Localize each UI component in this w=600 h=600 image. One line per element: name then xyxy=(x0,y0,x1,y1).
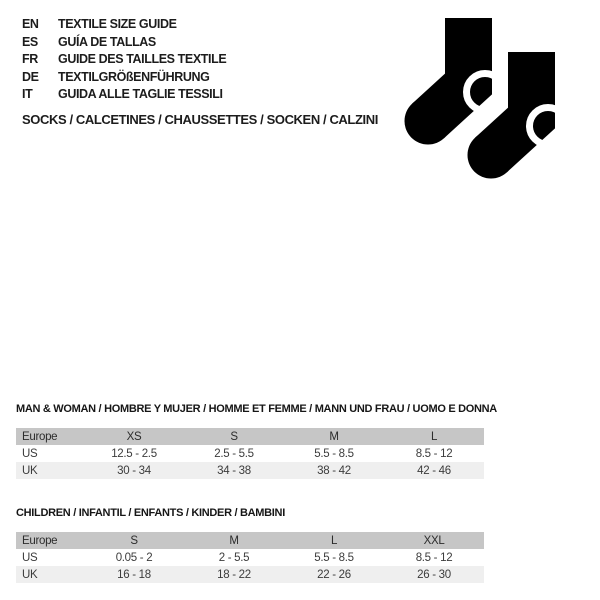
table-title-children: CHILDREN / INFANTIL / ENFANTS / KINDER / BAMBINI xyxy=(16,507,285,519)
size-cell: 42 - 46 xyxy=(384,462,484,479)
size-cell: 5.5 - 8.5 xyxy=(314,551,354,564)
size-cell: 26 - 30 xyxy=(384,566,484,583)
table-man-woman xyxy=(16,428,484,479)
size-cell: 16 - 18 xyxy=(84,566,184,583)
sock-front-toe xyxy=(468,132,515,179)
sock-back-toe xyxy=(405,98,452,145)
column-header: M xyxy=(284,428,384,445)
column-header: L xyxy=(384,428,484,445)
region-label: UK xyxy=(16,566,84,583)
column-header: M xyxy=(184,532,284,549)
language-code: EN xyxy=(22,17,39,31)
size-cell: 5.5 - 8.5 xyxy=(314,447,354,460)
column-header: Europe xyxy=(16,532,84,549)
table-children xyxy=(16,532,484,583)
size-cell: 12.5 - 2.5 xyxy=(111,447,157,460)
language-label: GUIDA ALLE TAGLIE TESSILI xyxy=(58,87,223,101)
column-header: XS xyxy=(84,428,184,445)
language-label: GUÍA DE TALLAS xyxy=(58,34,156,49)
size-tables xyxy=(16,403,497,583)
language-row xyxy=(22,69,378,87)
language-label: GUIDE DES TAILLES TEXTILE xyxy=(58,52,227,66)
column-header: L xyxy=(284,532,384,549)
size-cell: 8.5 - 12 xyxy=(415,551,453,564)
region-label: US xyxy=(22,551,38,564)
table-title-man-woman: MAN & WOMAN / HOMBRE Y MUJER / HOMME ET FEMME / MANN UND FRAU / UOMO E DONNA xyxy=(16,403,497,415)
size-cell: 2.5 - 5.5 xyxy=(214,447,254,460)
size-cell: 38 - 42 xyxy=(284,462,384,479)
size-cell: 8.5 - 12 xyxy=(415,447,453,460)
language-row xyxy=(22,86,378,104)
language-code: DE xyxy=(22,69,39,84)
language-list xyxy=(22,16,378,128)
column-header: Europe xyxy=(16,428,84,445)
column-header: S xyxy=(184,428,284,445)
socks-icon xyxy=(400,6,572,184)
size-cell: 30 - 34 xyxy=(84,462,184,479)
language-row xyxy=(22,51,378,69)
language-code: FR xyxy=(22,52,38,66)
language-row xyxy=(22,34,378,52)
column-header: S xyxy=(84,532,184,549)
size-cell: 34 - 38 xyxy=(184,462,284,479)
language-label: TEXTILGRÖßENFÜHRUNG xyxy=(58,69,210,84)
size-cell: 18 - 22 xyxy=(184,566,284,583)
language-row xyxy=(22,16,378,34)
size-cell: 22 - 26 xyxy=(284,566,384,583)
size-cell: 2 - 5.5 xyxy=(218,551,250,564)
category-line: SOCKS / CALCETINES / CHAUSSETTES / SOCKEN / CALZINI xyxy=(22,111,378,127)
region-label: US xyxy=(22,447,38,460)
column-header: XXL xyxy=(384,532,484,549)
language-label: TEXTILE SIZE GUIDE xyxy=(58,17,177,31)
language-code: IT xyxy=(22,87,33,101)
size-cell: 0.05 - 2 xyxy=(115,551,153,564)
language-code: ES xyxy=(22,34,38,49)
region-label: UK xyxy=(16,462,84,479)
